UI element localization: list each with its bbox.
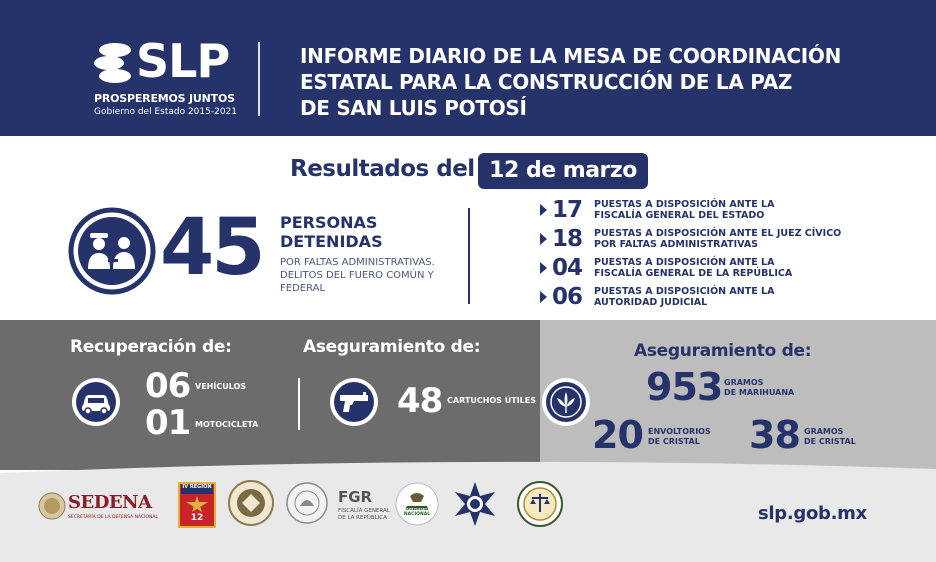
fgr-text: FGR bbox=[338, 488, 373, 506]
slp-logo bbox=[92, 34, 238, 120]
drug-seizure-title: Aseguramiento de: bbox=[634, 341, 812, 361]
chevron-right-icon bbox=[540, 204, 547, 216]
detained-count: 45 bbox=[160, 203, 263, 293]
region-label: IV REGIÓN bbox=[182, 484, 212, 490]
breakdown-text-line-2: AUTORIDAD JUDICIAL bbox=[594, 297, 708, 308]
website-url[interactable]: slp.gob.mx bbox=[758, 503, 867, 524]
marijuana-label bbox=[724, 378, 794, 398]
marijuana-count: 953 bbox=[646, 365, 723, 409]
slp-logo-icon bbox=[92, 40, 138, 86]
justice-seal-icon bbox=[516, 480, 564, 528]
detained-label bbox=[280, 213, 460, 251]
detained-breakdown bbox=[540, 197, 840, 313]
sedena-subtitle: SECRETARÍA DE LA DEFENSA NACIONAL bbox=[68, 515, 158, 520]
police-star-icon bbox=[451, 480, 499, 528]
breakdown-text-line-1: PUESTAS A DISPOSICIÓN ANTE LA bbox=[594, 257, 775, 268]
title-line-3: DE SAN LUIS POTOSÍ bbox=[300, 96, 527, 120]
region-number: 12 bbox=[190, 513, 204, 523]
detained-description bbox=[280, 256, 460, 295]
crystal-label-line-1: GRAMOS bbox=[804, 427, 844, 436]
guardia-nacional-icon bbox=[395, 482, 439, 526]
detained-label-line-2: DETENIDAS bbox=[280, 232, 383, 251]
detained-label-line-1: PERSONAS bbox=[280, 213, 378, 232]
sedena-seal-icon bbox=[38, 492, 66, 520]
motorcycle-label: MOTOCICLETA bbox=[195, 420, 259, 429]
section-divider bbox=[468, 208, 470, 304]
title-line-2: ESTATAL PARA LA CONSTRUCCIÓN DE LA PAZ bbox=[300, 70, 793, 94]
cartridges-label: CARTUCHOS ÚTILES bbox=[447, 396, 536, 405]
breakdown-row bbox=[540, 255, 840, 284]
breakdown-text-line-1: PUESTAS A DISPOSICIÓN ANTE EL JUEZ CÍVICO bbox=[594, 228, 842, 239]
fgr-subtitle bbox=[338, 508, 390, 522]
guardia-nacional-text: GUARDIA NACIONAL bbox=[403, 507, 431, 517]
chevron-right-icon bbox=[540, 262, 547, 274]
detained-desc-line-2: DELITOS DEL FUERO COMÚN Y bbox=[280, 270, 434, 281]
car-icon bbox=[70, 376, 122, 428]
breakdown-number: 04 bbox=[552, 255, 583, 281]
cartridges-count: 48 bbox=[397, 381, 443, 421]
breakdown-text-line-2: FISCALÍA GENERAL DE LA REPÚBLICA bbox=[594, 268, 793, 279]
seizure-title: Aseguramiento de: bbox=[303, 337, 481, 357]
page-title bbox=[300, 43, 900, 121]
breakdown-text-line-2: FISCALÍA GENERAL DEL ESTADO bbox=[594, 210, 765, 221]
military-seal-icon bbox=[228, 480, 274, 526]
mexico-coat-of-arms-icon bbox=[286, 482, 328, 524]
wrappers-label-line-1: ENVOLTORIOS bbox=[648, 427, 711, 436]
crystal-grams-count: 38 bbox=[749, 413, 800, 457]
header-banner bbox=[0, 0, 936, 136]
breakdown-text-line-1: PUESTAS A DISPOSICIÓN ANTE LA bbox=[594, 286, 775, 297]
detained-desc-line-1: POR FALTAS ADMINISTRATIVAS. bbox=[280, 257, 435, 268]
chevron-right-icon bbox=[540, 233, 547, 245]
header-divider bbox=[258, 42, 260, 116]
logo-tagline: PROSPEREMOS JUNTOS bbox=[94, 92, 235, 105]
marijuana-label-line-2: DE MARIHUANA bbox=[724, 388, 795, 397]
breakdown-number: 06 bbox=[552, 284, 583, 310]
breakdown-text-line-2: POR FALTAS ADMINISTRATIVAS bbox=[594, 239, 759, 250]
breakdown-text bbox=[594, 199, 844, 221]
recovery-title: Recuperación de: bbox=[70, 337, 232, 357]
crystal-label-line-2: DE CRISTAL bbox=[804, 437, 856, 446]
fgr-sub-line-2: DE LA REPÚBLICA bbox=[338, 515, 387, 521]
breakdown-number: 18 bbox=[552, 226, 583, 252]
breakdown-text bbox=[594, 286, 844, 308]
wrappers-label-line-2: DE CRISTAL bbox=[648, 437, 700, 446]
marijuana-label-line-1: GRAMOS bbox=[724, 378, 764, 387]
crystal-grams-label bbox=[804, 427, 856, 447]
breakdown-text bbox=[594, 228, 844, 250]
breakdown-number: 17 bbox=[552, 197, 583, 223]
wrappers-count: 20 bbox=[592, 413, 643, 457]
logo-text: SLP bbox=[136, 34, 230, 88]
results-label: Resultados del bbox=[290, 156, 475, 182]
panel-divider bbox=[298, 378, 300, 430]
title-line-1: INFORME DIARIO DE LA MESA DE COORDINACIÓN bbox=[300, 44, 842, 68]
logo-government: Gobierno del Estado 2015-2021 bbox=[94, 107, 238, 117]
breakdown-row bbox=[540, 226, 840, 255]
motorcycle-count: 01 bbox=[145, 403, 191, 443]
breakdown-text bbox=[594, 257, 844, 279]
breakdown-text-line-1: PUESTAS A DISPOSICIÓN ANTE LA bbox=[594, 199, 775, 210]
sedena-text: SEDENA bbox=[68, 492, 152, 513]
vehicles-count: 06 bbox=[145, 366, 191, 406]
date-badge: 12 de marzo bbox=[478, 153, 648, 189]
fgr-sub-line-1: FISCALÍA GENERAL bbox=[338, 508, 390, 514]
detained-desc-line-3: FEDERAL bbox=[280, 283, 326, 294]
partner-logos bbox=[38, 480, 598, 540]
breakdown-row bbox=[540, 197, 840, 226]
vehicles-label: VEHÍCULOS bbox=[195, 382, 247, 391]
marijuana-leaf-icon bbox=[540, 376, 592, 428]
sedena-logo bbox=[38, 488, 168, 528]
wrappers-label bbox=[648, 427, 711, 447]
breakdown-row bbox=[540, 284, 840, 313]
gun-icon bbox=[328, 376, 380, 428]
arrest-icon bbox=[68, 207, 156, 295]
chevron-right-icon bbox=[540, 291, 547, 303]
